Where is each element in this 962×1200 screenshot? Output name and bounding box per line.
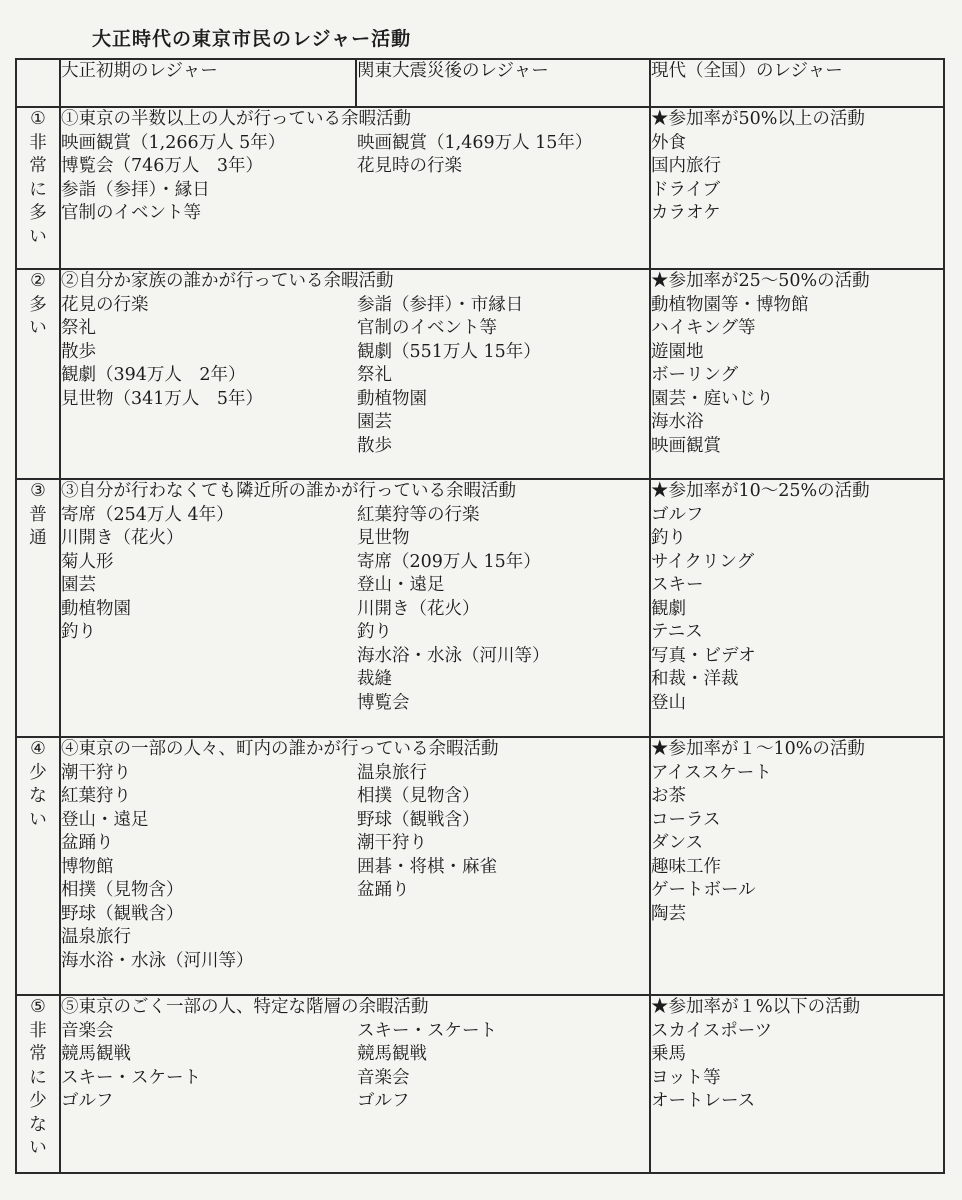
list-item: 寄席（209万人 15年） bbox=[357, 551, 541, 572]
list-item: ヨット等 bbox=[651, 1067, 721, 1088]
list-item: 登山・遠足 bbox=[61, 809, 149, 830]
activity-columns bbox=[61, 1020, 649, 1114]
list-item: スキー・スケート bbox=[357, 1020, 497, 1041]
list-item: スキー bbox=[651, 575, 704, 595]
level-label bbox=[16, 995, 60, 1173]
list-item: ハイキング等 bbox=[651, 318, 756, 338]
early-taisho-list bbox=[61, 504, 357, 716]
list-item: 博物館 bbox=[61, 856, 114, 877]
modern-leisure-cell bbox=[650, 479, 944, 737]
list-item: 写真・ビデオ bbox=[651, 645, 756, 666]
list-item: オートレース bbox=[651, 1091, 756, 1111]
list-item: 音楽会 bbox=[357, 1067, 410, 1088]
list-item: 登山・遠足 bbox=[357, 575, 445, 595]
list-item: 動植物園 bbox=[357, 388, 427, 409]
level-char: い bbox=[29, 318, 47, 338]
level-char: ② bbox=[30, 271, 46, 291]
modern-leisure-cell bbox=[650, 269, 944, 479]
list-item: 海水浴・水泳（河川等） bbox=[61, 950, 254, 971]
list-item: 観劇 bbox=[651, 598, 686, 619]
modern-leisure-cell bbox=[650, 107, 944, 269]
level-char: い bbox=[29, 809, 47, 830]
list-item: 野球（観戦含） bbox=[61, 903, 184, 924]
list-item: 花見時の行楽 bbox=[357, 156, 462, 176]
header-corner bbox=[16, 59, 60, 107]
list-item: スキー・スケート bbox=[61, 1067, 201, 1088]
list-item: 祭礼 bbox=[357, 365, 392, 385]
category-title: ②自分か家族の誰かが行っている余暇活動 bbox=[61, 271, 394, 291]
level-char: ④ bbox=[30, 739, 46, 759]
level-char: 多 bbox=[29, 203, 47, 223]
document-title: 大正時代の東京市民のレジャー活動 bbox=[92, 28, 412, 50]
level-char: 非 bbox=[29, 132, 47, 153]
list-item: 和裁・洋裁 bbox=[651, 669, 739, 689]
list-item: ゴルフ bbox=[651, 504, 704, 525]
list-item: 花見の行楽 bbox=[61, 294, 149, 315]
list-item: 参詣（参拝）・縁日 bbox=[61, 179, 210, 200]
list-item: 参詣（参拝）・市縁日 bbox=[357, 294, 524, 315]
list-item: 園芸 bbox=[357, 412, 392, 432]
list-item: 川開き（花火） bbox=[357, 598, 480, 619]
list-item: アイススケート bbox=[651, 762, 772, 783]
list-item: サイクリング bbox=[651, 551, 755, 572]
list-item: 音楽会 bbox=[61, 1020, 114, 1041]
list-item: 映画観賞（1,266万人 5年） bbox=[61, 132, 286, 153]
list-item: テニス bbox=[651, 622, 703, 642]
list-item: 動植物園 bbox=[61, 598, 131, 619]
list-item: 博覧会 bbox=[357, 692, 410, 713]
list-item: 観劇（394万人 2年） bbox=[61, 365, 246, 385]
participation-rate-title: ★参加率が１%以下の活動 bbox=[651, 997, 861, 1017]
list-item: 釣り bbox=[61, 622, 96, 642]
list-item: 乗馬 bbox=[651, 1044, 686, 1064]
participation-rate-title: ★参加率が10～25%の活動 bbox=[651, 481, 870, 501]
level-char: 非 bbox=[29, 1020, 47, 1041]
list-item: 潮干狩り bbox=[357, 833, 427, 853]
list-item: ゴルフ bbox=[61, 1091, 114, 1111]
list-item: ボーリング bbox=[651, 365, 739, 385]
category-title: ⑤東京のごく一部の人、特定な階層の余暇活動 bbox=[61, 997, 429, 1017]
header-modern: 現代（全国）のレジャー bbox=[650, 59, 944, 107]
list-item: 祭礼 bbox=[61, 318, 96, 338]
activity-columns bbox=[61, 762, 649, 974]
list-item: 釣り bbox=[651, 528, 686, 548]
modern-leisure-cell bbox=[650, 995, 944, 1173]
early-taisho-list bbox=[61, 762, 357, 974]
level-char: な bbox=[29, 786, 47, 806]
list-item: 官制のイベント等 bbox=[61, 203, 201, 223]
list-item: 相撲（見物含） bbox=[61, 880, 184, 900]
table-row bbox=[16, 107, 944, 269]
level-char: 常 bbox=[29, 1044, 47, 1064]
header-post-earthquake: 関東大震災後のレジャー bbox=[356, 59, 650, 107]
list-item: 外食 bbox=[651, 132, 686, 153]
table-row bbox=[16, 995, 944, 1173]
level-char: な bbox=[29, 1114, 47, 1135]
list-item: 映画観賞（1,469万人 15年） bbox=[357, 132, 593, 153]
level-label bbox=[16, 479, 60, 737]
list-item: 温泉旅行 bbox=[357, 762, 427, 783]
level-char: に bbox=[29, 179, 47, 200]
category-title: ③自分が行わなくても隣近所の誰かが行っている余暇活動 bbox=[61, 481, 516, 501]
taisho-leisure-cell bbox=[60, 737, 650, 995]
post-earthquake-list bbox=[357, 294, 647, 459]
list-item: 陶芸 bbox=[651, 903, 686, 924]
level-char: 多 bbox=[29, 294, 47, 315]
list-item: 園芸 bbox=[61, 575, 96, 595]
level-label bbox=[16, 269, 60, 479]
list-item: 紅葉狩等の行楽 bbox=[357, 504, 480, 525]
level-label bbox=[16, 737, 60, 995]
activity-columns bbox=[61, 294, 649, 459]
list-item: お茶 bbox=[651, 786, 686, 806]
list-item: 見世物（341万人 5年） bbox=[61, 388, 264, 409]
list-item: 野球（観戦含） bbox=[357, 809, 480, 830]
list-item: 囲碁・将棋・麻雀 bbox=[357, 856, 497, 877]
participation-rate-title: ★参加率が１～10%の活動 bbox=[651, 739, 865, 759]
level-char: 普 bbox=[29, 504, 47, 525]
list-item: 潮干狩り bbox=[61, 762, 131, 783]
participation-rate-title: ★参加率が50%以上の活動 bbox=[651, 109, 865, 129]
table-row bbox=[16, 479, 944, 737]
list-item: 裁縫 bbox=[357, 669, 392, 689]
post-earthquake-list bbox=[357, 132, 647, 226]
header-early-taisho: 大正初期のレジャー bbox=[60, 59, 356, 107]
list-item: 釣り bbox=[357, 622, 392, 642]
taisho-leisure-cell bbox=[60, 107, 650, 269]
taisho-leisure-cell bbox=[60, 995, 650, 1173]
list-item: 競馬観戦 bbox=[61, 1044, 131, 1064]
header-row bbox=[16, 59, 944, 107]
list-item: 映画観賞 bbox=[651, 435, 721, 456]
level-char: に bbox=[29, 1067, 47, 1088]
list-item: カラオケ bbox=[651, 203, 721, 223]
list-item: 博覧会（746万人 3年） bbox=[61, 156, 264, 176]
list-item: コーラス bbox=[651, 809, 721, 830]
level-char: 少 bbox=[29, 762, 47, 783]
level-char: い bbox=[29, 1138, 47, 1158]
list-item: 動植物園等・博物館 bbox=[651, 294, 809, 315]
list-item: スカイスポーツ bbox=[651, 1020, 773, 1041]
activity-columns bbox=[61, 504, 649, 716]
list-item: 紅葉狩り bbox=[61, 786, 131, 806]
level-char: い bbox=[29, 226, 47, 247]
list-item: ドライブ bbox=[651, 179, 720, 200]
list-item: 観劇（551万人 15年） bbox=[357, 341, 541, 362]
list-item: 国内旅行 bbox=[651, 156, 721, 176]
category-title: ①東京の半数以上の人が行っている余暇活動 bbox=[61, 109, 411, 129]
list-item: 遊園地 bbox=[651, 341, 704, 362]
list-item: 官制のイベント等 bbox=[357, 318, 497, 338]
post-earthquake-list bbox=[357, 762, 647, 974]
list-item: 相撲（見物含） bbox=[357, 786, 480, 806]
level-char: 通 bbox=[29, 528, 47, 548]
level-char: ③ bbox=[30, 481, 46, 501]
early-taisho-list bbox=[61, 1020, 357, 1114]
level-char: 少 bbox=[29, 1091, 47, 1111]
list-item: 海水浴 bbox=[651, 412, 704, 432]
level-char: ⑤ bbox=[30, 997, 46, 1017]
list-item: 川開き（花火） bbox=[61, 528, 184, 548]
list-item: 菊人形 bbox=[61, 551, 114, 572]
modern-leisure-cell bbox=[650, 737, 944, 995]
list-item: 盆踊り bbox=[357, 880, 410, 900]
level-label bbox=[16, 107, 60, 269]
list-item: 散歩 bbox=[357, 435, 392, 456]
list-item: 趣味工作 bbox=[651, 856, 721, 877]
list-item: ダンス bbox=[651, 833, 704, 853]
taisho-leisure-cell bbox=[60, 479, 650, 737]
leisure-table bbox=[15, 58, 945, 1174]
list-item: 温泉旅行 bbox=[61, 927, 131, 947]
taisho-leisure-cell bbox=[60, 269, 650, 479]
list-item: ゴルフ bbox=[357, 1091, 410, 1111]
activity-columns bbox=[61, 132, 649, 226]
list-item: 寄席（254万人 4年） bbox=[61, 504, 234, 525]
level-char: 常 bbox=[29, 156, 47, 176]
list-item: 海水浴・水泳（河川等） bbox=[357, 645, 550, 666]
list-item: 園芸・庭いじり bbox=[651, 388, 774, 409]
list-item: 見世物 bbox=[357, 528, 410, 548]
table-row bbox=[16, 269, 944, 479]
table-row bbox=[16, 737, 944, 995]
list-item: 盆踊り bbox=[61, 833, 114, 853]
early-taisho-list bbox=[61, 132, 357, 226]
post-earthquake-list bbox=[357, 1020, 647, 1114]
list-item: 競馬観戦 bbox=[357, 1044, 427, 1064]
early-taisho-list bbox=[61, 294, 357, 459]
list-item: 登山 bbox=[651, 692, 686, 713]
list-item: ゲートボール bbox=[651, 880, 756, 900]
category-title: ④東京の一部の人々、町内の誰かが行っている余暇活動 bbox=[61, 739, 499, 759]
participation-rate-title: ★参加率が25～50%の活動 bbox=[651, 271, 870, 291]
level-char: ① bbox=[30, 109, 46, 129]
list-item: 散歩 bbox=[61, 341, 96, 362]
post-earthquake-list bbox=[357, 504, 647, 716]
